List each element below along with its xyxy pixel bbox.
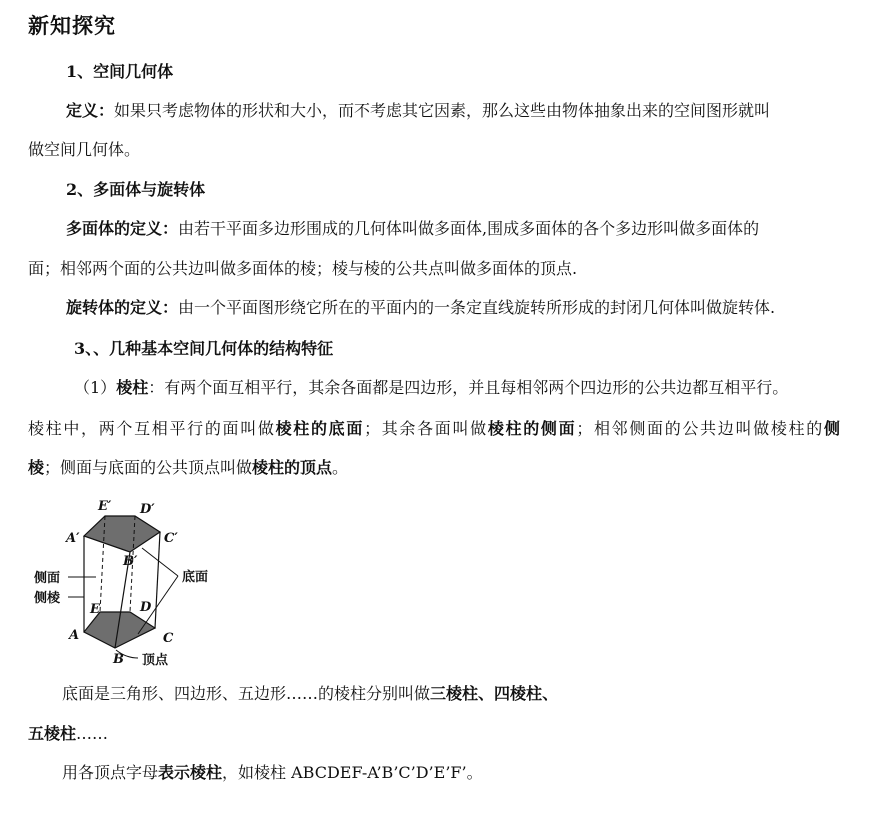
label-e: E [90,602,100,617]
callout-side-face: 侧面 [34,571,61,586]
definition-text: 如果只考虑物体的形状和大小，而不考虑其它因素，那么这些由物体抽象出来的空间图形就叫 [114,101,771,120]
notation-text-a: 用各顶点字母 [62,763,159,782]
term-quadrangular-prism: 四棱柱 [494,684,543,703]
prism-types-line-2 [28,724,848,744]
prism-text-1: ：有两个面互相平行，其余各面都是四边形，并且每相邻两个四边形的公共边都互相平行。 [148,378,789,397]
polyhedron-definition-line-2: 面；相邻两个面的公共边叫做多面体的棱；棱与棱的公共点叫做多面体的顶点. [28,259,578,278]
definition-paragraph-line-1 [66,101,880,121]
prism-text-2b: ；其余各面叫做 [364,419,488,438]
notation-paragraph [62,763,880,783]
prism-text-2a: 棱柱中，两个互相平行的面叫做 [28,419,276,438]
rotation-body-definition [66,298,880,318]
prism-text-3b: 。 [332,458,349,477]
rotation-body-label: 旋转体的定义： [66,298,179,317]
prism-types-line-1 [62,684,880,704]
polyhedron-definition-line-1 [66,219,880,239]
prism-text-3a: ；侧面与底面的公共顶点叫做 [44,458,253,477]
prism-types-text: 底面是三角形、四边形、五边形……的棱柱分别叫做 [62,684,431,703]
label-c: C [163,631,174,646]
label-a: A [69,628,80,643]
callout-side-edge: 侧棱 [34,591,61,606]
label-b: B [113,652,124,667]
rotation-body-text: 由一个平面图形绕它所在的平面内的一条定直线旋转所形成的封闭几何体叫做旋转体. [178,298,776,317]
page-title: 新知探究 [28,13,116,38]
pentagonal-prism-figure [30,496,230,672]
label-c-prime: C′ [164,531,178,546]
term-triangular-prism: 三棱柱 [430,684,479,703]
term-prism-vertex: 棱柱的顶点 [252,458,333,477]
callout-vertex: 顶点 [142,653,169,668]
prism-types-ellipsis: …… [76,724,109,743]
callout-base: 底面 [182,570,209,585]
label-e-prime: E′ [98,499,112,514]
definition-paragraph-line-2: 做空间几何体。 [28,140,141,159]
separator-2: 、 [542,684,559,703]
lateral-edge-c [155,532,160,628]
term-prism-side: 棱柱的侧面 [487,419,577,438]
polyhedron-text: 由若干平面多边形围成的几何体叫做多面体,围成多面体的各个多边形叫做多面体的 [178,219,760,238]
prism-number: （1） [74,378,117,397]
label-a-prime: A′ [66,531,80,546]
prism-definition-line-3 [28,458,848,478]
callout-line-base-top [142,548,178,576]
prism-label: 棱柱 [116,378,149,397]
prism-definition-line-1 [74,378,880,398]
polyhedron-label: 多面体的定义： [66,219,179,238]
term-represent-prism: 表示棱柱 [158,763,223,782]
section-3-heading: 3、、几种基本空间几何体的结构特征 [74,339,334,358]
label-d-prime: D′ [140,502,155,517]
section-2-heading: 2、多面体与旋转体 [66,180,206,199]
term-prism-edge-part-1: 侧 [823,419,840,438]
top-face [84,516,160,552]
section-1-heading: 1、空间几何体 [66,62,174,81]
term-pentagonal-prism: 五棱柱 [28,724,77,743]
prism-text-2c: ；相邻侧面的公共边叫做棱柱的 [576,419,824,438]
definition-label: 定义： [66,101,115,120]
notation-text-b: ，如棱柱 ABCDEF-A’B’C’D’E’F’。 [222,763,483,782]
label-b-prime: B′ [123,554,138,569]
prism-definition-line-2 [28,419,840,439]
term-prism-base: 棱柱的底面 [275,419,365,438]
label-d: D [140,600,152,615]
term-prism-edge-part-2: 棱 [28,458,45,477]
separator-1: 、 [478,684,495,703]
